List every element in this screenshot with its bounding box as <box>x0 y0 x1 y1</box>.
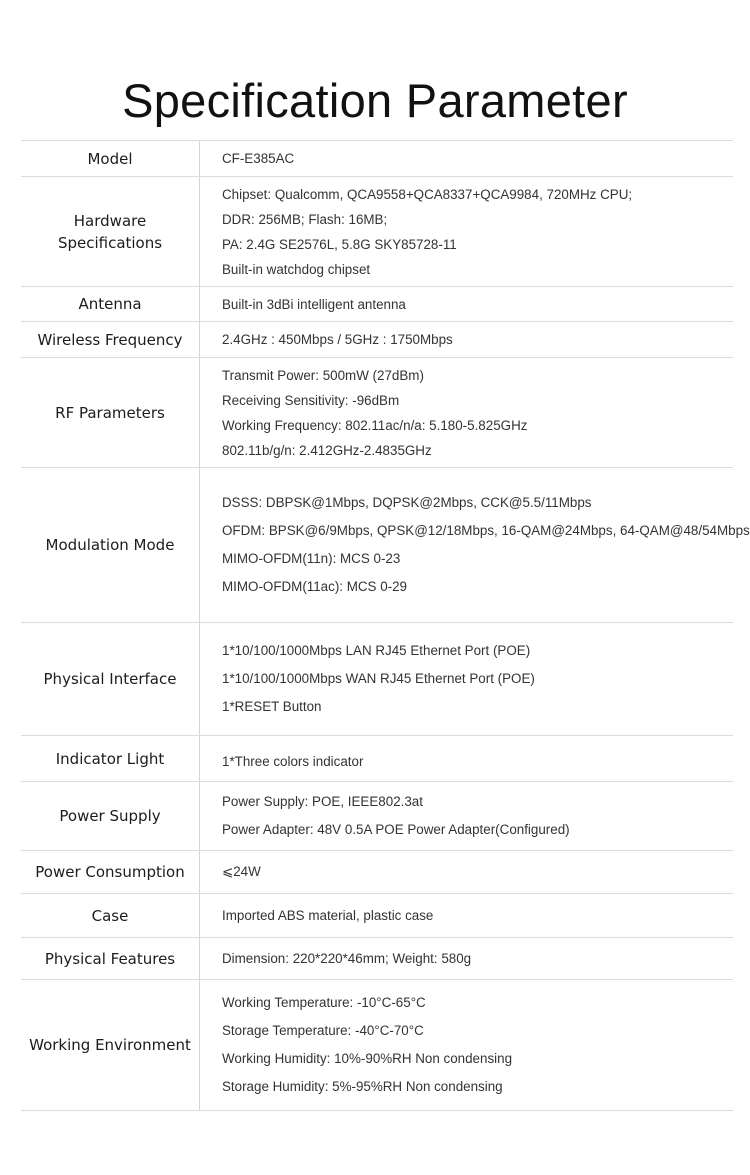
spec-value <box>200 177 733 286</box>
spec-value-line: MIMO-OFDM(11n): MCS 0-23 <box>222 551 401 566</box>
spec-label: RF Parameters <box>21 358 200 467</box>
spec-value <box>200 287 733 321</box>
spec-value-line: 2.4GHz : 450Mbps / 5GHz : 1750Mbps <box>222 332 453 347</box>
spec-label: Modulation Mode <box>21 468 200 622</box>
spec-value-line: PA: 2.4G SE2576L, 5.8G SKY85728-11 <box>222 236 457 252</box>
spec-value <box>200 468 750 622</box>
spec-label: Hardware Specifications <box>21 177 200 286</box>
spec-value <box>200 358 733 467</box>
spec-value-line: Receiving Sensitivity: -96dBm <box>222 392 400 408</box>
spec-value <box>200 736 733 781</box>
spec-label: Power Supply <box>21 782 200 850</box>
spec-value <box>200 938 733 979</box>
spec-value-line: Dimension: 220*220*46mm; Weight: 580g <box>222 951 472 966</box>
spec-value-line: Built-in 3dBi intelligent antenna <box>222 296 406 312</box>
spec-value <box>200 851 733 893</box>
spec-value-line: ⩽24W <box>222 864 261 879</box>
spec-label: Physical Features <box>21 938 200 979</box>
spec-label: Model <box>21 141 200 176</box>
spec-label: Antenna <box>21 287 200 321</box>
spec-value <box>200 782 733 850</box>
spec-label: Indicator Light <box>21 736 200 781</box>
spec-row-case <box>21 894 733 938</box>
spec-label: Case <box>21 894 200 937</box>
spec-value-line: OFDM: BPSK@6/9Mbps, QPSK@12/18Mbps, 16-QAM@24Mbps, 64-QAM@48/54Mbps <box>222 523 750 538</box>
spec-row-power-consumption <box>21 851 733 894</box>
spec-value <box>200 141 733 176</box>
spec-value-line: Storage Humidity: 5%-95%RH Non condensing <box>222 1079 503 1094</box>
spec-row-indicator-light <box>21 736 733 782</box>
spec-row-working-environment <box>21 980 733 1111</box>
spec-row-physical-features <box>21 938 733 980</box>
spec-label: Wireless Frequency <box>21 322 200 357</box>
spec-value <box>200 980 733 1110</box>
spec-row-hardware <box>21 177 733 287</box>
spec-value-line: Power Supply: POE, IEEE802.3at <box>222 794 423 809</box>
spec-value-line: 1*RESET Button <box>222 699 322 714</box>
spec-row-modulation-mode <box>21 468 750 623</box>
spec-row-model <box>21 141 733 177</box>
spec-row-physical-interface <box>21 623 733 736</box>
spec-value <box>200 894 733 937</box>
spec-value-line: Storage Temperature: -40°C-70°C <box>222 1023 424 1038</box>
spec-label: Power Consumption <box>21 851 200 893</box>
spec-row-power-supply <box>21 782 733 851</box>
spec-value-line: Chipset: Qualcomm, QCA9558+QCA8337+QCA9984, 720MHz CPU; <box>222 186 633 202</box>
spec-value-line: Imported ABS material, plastic case <box>222 908 434 923</box>
spec-row-rf-parameters <box>21 358 733 468</box>
spec-value <box>200 322 733 357</box>
spec-value-line: Working Humidity: 10%-90%RH Non condensing <box>222 1051 513 1066</box>
page-title: Specification Parameter <box>122 74 628 128</box>
spec-value-line: Working Temperature: -10°C-65°C <box>222 995 426 1010</box>
spec-value <box>200 623 733 735</box>
spec-value-line: MIMO-OFDM(11ac): MCS 0-29 <box>222 579 408 594</box>
spec-table <box>21 140 750 1111</box>
spec-value-line: 1*Three colors indicator <box>222 754 364 769</box>
spec-value-line: 1*10/100/1000Mbps WAN RJ45 Ethernet Port (POE) <box>222 671 535 686</box>
spec-label: Working Environment <box>21 980 200 1110</box>
spec-value-line: DDR: 256MB; Flash: 16MB; <box>222 211 388 227</box>
spec-row-antenna <box>21 287 733 322</box>
spec-value-line: Working Frequency: 802.11ac/n/a: 5.180-5.825GHz <box>222 417 528 433</box>
spec-value-line: Built-in watchdog chipset <box>222 261 371 277</box>
spec-label: Physical Interface <box>21 623 200 735</box>
spec-value-line: Transmit Power: 500mW (27dBm) <box>222 367 424 383</box>
spec-row-wireless-frequency <box>21 322 733 358</box>
spec-value-line: CF-E385AC <box>222 150 295 166</box>
spec-value-line: 1*10/100/1000Mbps LAN RJ45 Ethernet Port (POE) <box>222 643 531 658</box>
spec-value-line: Power Adapter: 48V 0.5A POE Power Adapter(Configured) <box>222 822 570 837</box>
spec-value-line: DSSS: DBPSK@1Mbps, DQPSK@2Mbps, CCK@5.5/11Mbps <box>222 495 592 510</box>
spec-value-line: 802.11b/g/n: 2.412GHz-2.4835GHz <box>222 442 432 458</box>
